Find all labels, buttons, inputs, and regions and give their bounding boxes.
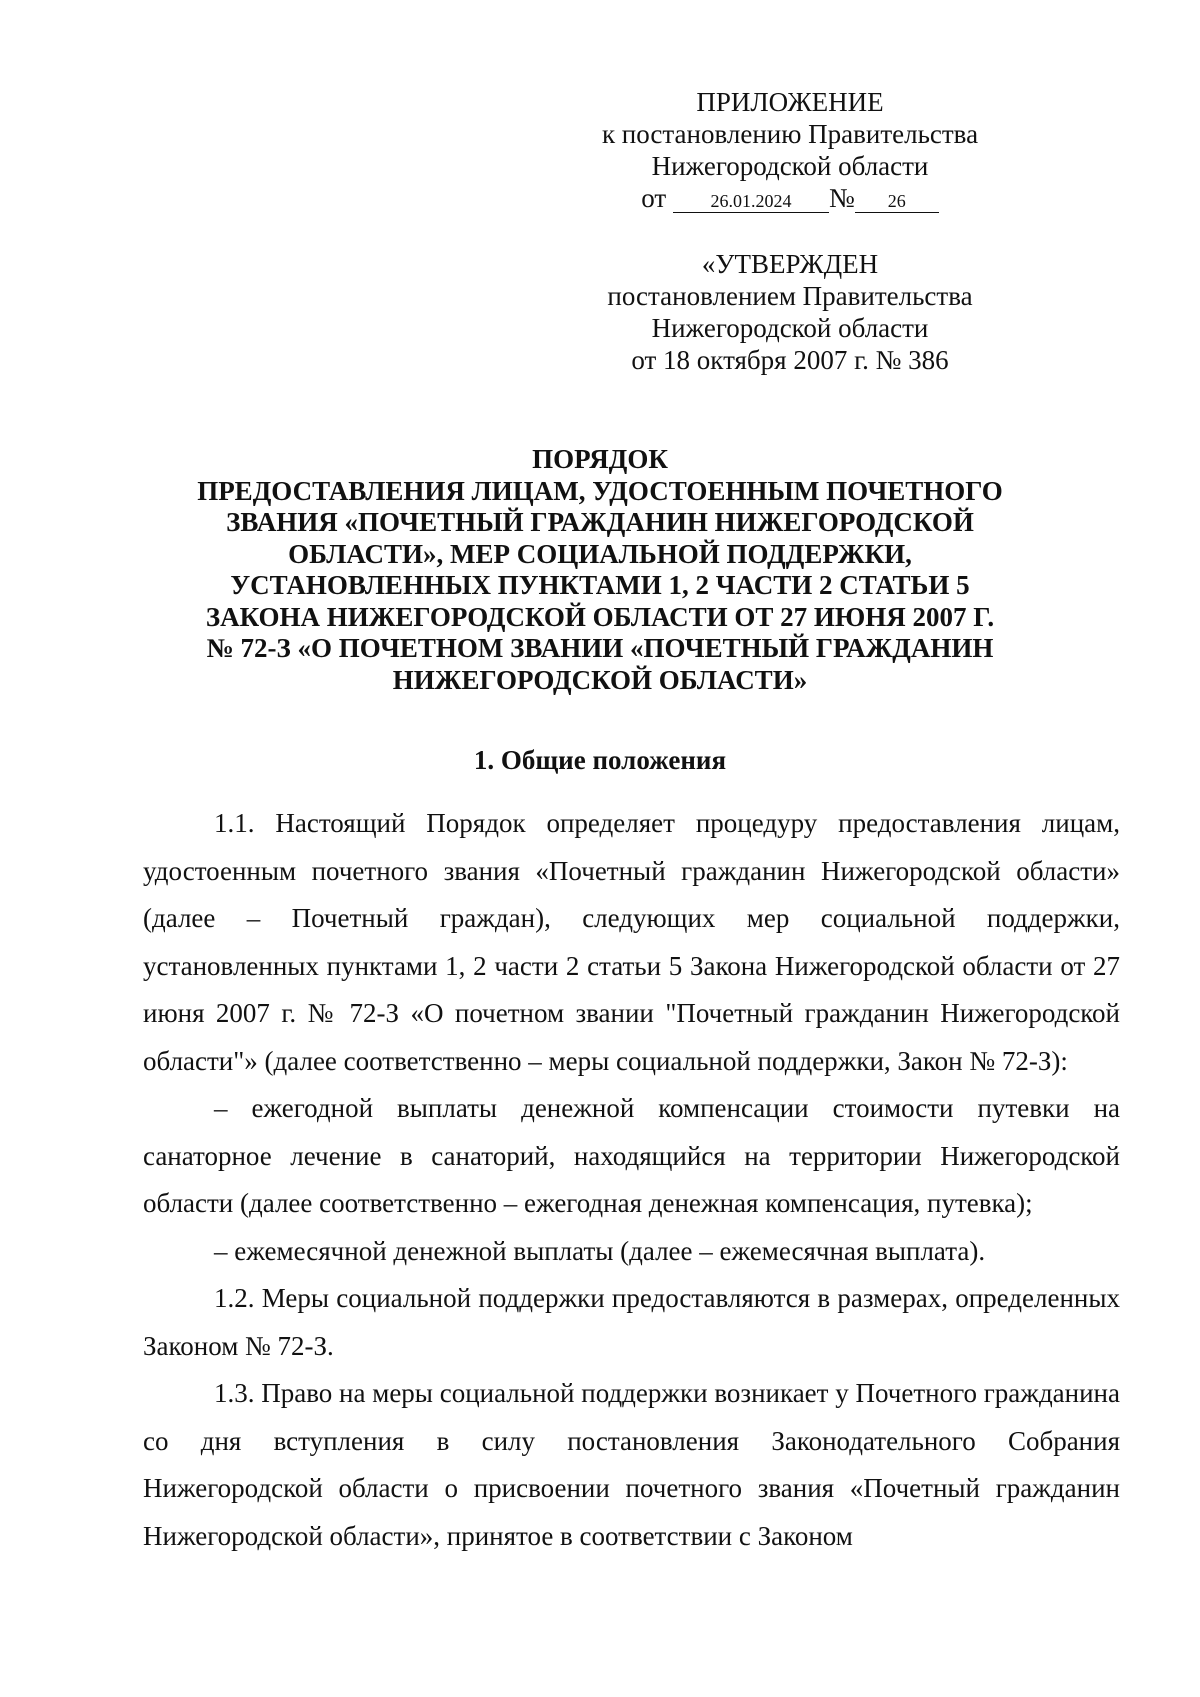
appendix-line-2: Нижегородской области bbox=[651, 151, 929, 181]
document-title bbox=[100, 444, 1100, 696]
paragraph: 1.1. Настоящий Порядок определяет процедуру предоставления лицам, удостоенным почетного звания «Почетный гражданин Нижегородской области» (далее – Почетный граждан), следующих мер социальной поддержки, установленных пунктами 1, 2 части 2 статьи 5 Закона Нижегородской области от 27 июня 2007 г. № 72-З «О почетном звании "Почетный гражданин Нижегородской области"» (далее соответственно – меры социальной поддержки, Закон № 72-З): bbox=[143, 808, 1120, 1076]
title-line: ПОРЯДОК bbox=[532, 444, 668, 474]
appendix-line-1: к постановлению Правительства bbox=[601, 119, 979, 149]
title-line: ОБЛАСТИ», МЕР СОЦИАЛЬНОЙ ПОДДЕРЖКИ, bbox=[288, 538, 912, 569]
approved-line-1: «УТВЕРЖДЕН bbox=[701, 249, 879, 279]
title-line: ЗАКОНА НИЖЕГОРОДСКОЙ ОБЛАСТИ ОТ 27 ИЮНЯ 2007 Г. bbox=[205, 601, 995, 632]
appendix-date-line bbox=[560, 182, 1020, 214]
number-label: № bbox=[828, 183, 855, 213]
title-line: ЗВАНИЯ «ПОЧЕТНЫЙ ГРАЖДАНИН НИЖЕГОРОДСКОЙ bbox=[226, 507, 974, 537]
paragraph: 1.3. Право на меры социальной поддержки возникает у Почетного гражданина со дня вступления в силу постановления Законодательного Собрания Нижегородской области о присвоении почетного звания «Почетный гражданин Нижегородской области», принятое в соответствии с Законом bbox=[143, 1378, 1120, 1551]
title-line: НИЖЕГОРОДСКОЙ ОБЛАСТИ» bbox=[392, 664, 808, 695]
paragraph: – ежемесячной денежной выплаты (далее – ежемесячная выплата). bbox=[214, 1235, 986, 1266]
paragraph: 1.2. Меры социальной поддержки предоставляются в размерах, определенных Законом № 72-З. bbox=[143, 1283, 1120, 1361]
section-heading: 1. Общие положения bbox=[473, 745, 727, 775]
resolution-date: 26.01.2024 bbox=[673, 190, 829, 213]
approved-line-2: постановлением Правительства bbox=[607, 281, 973, 311]
appendix-header bbox=[560, 86, 1020, 214]
approved-line-3: Нижегородской области bbox=[651, 313, 929, 343]
document-body bbox=[143, 800, 1120, 1560]
paragraph: – ежегодной выплаты денежной компенсации стоимости путевки на санаторное лечение в санаторий, находящийся на территории Нижегородской области (далее соответственно – ежегодная денежная компенсация, путевка); bbox=[143, 1093, 1120, 1218]
title-line: № 72-З «О ПОЧЕТНОМ ЗВАНИИ «ПОЧЕТНЫЙ ГРАЖДАНИН bbox=[206, 633, 994, 663]
appendix-heading: ПРИЛОЖЕНИЕ bbox=[696, 87, 884, 117]
from-label: от bbox=[641, 183, 667, 213]
title-line: ПРЕДОСТАВЛЕНИЯ ЛИЦАМ, УДОСТОЕННЫМ ПОЧЕТНОГО bbox=[197, 475, 1003, 506]
resolution-number: 26 bbox=[855, 190, 939, 213]
approved-stamp bbox=[560, 248, 1020, 376]
title-line: УСТАНОВЛЕННЫХ ПУНКТАМИ 1, 2 ЧАСТИ 2 СТАТЬИ 5 bbox=[230, 570, 970, 600]
approved-line-4: от 18 октября 2007 г. № 386 bbox=[631, 345, 949, 375]
